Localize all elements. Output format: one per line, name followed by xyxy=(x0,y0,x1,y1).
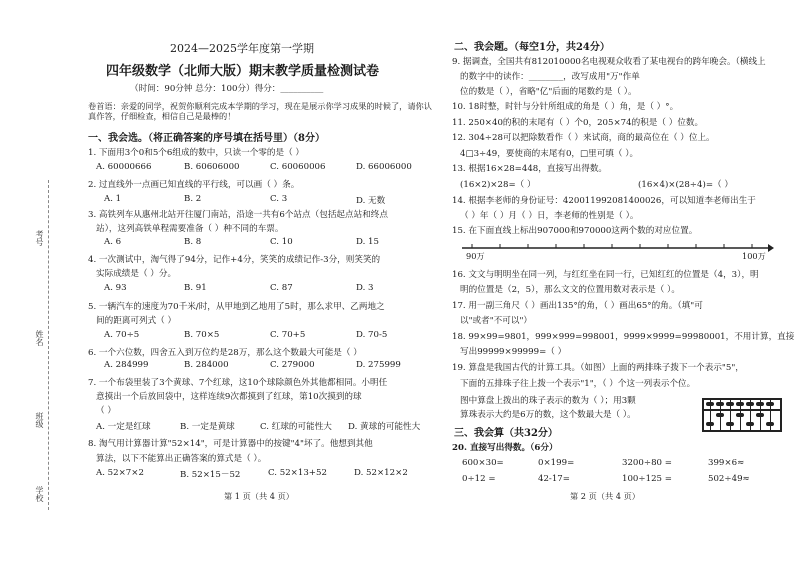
q2-option-b: B. 2 xyxy=(184,194,202,204)
calc-r1-c3: 3200÷80 = xyxy=(622,458,672,468)
q19-line-3: 图中算盘上拨出的珠子表示的数为（ ）；用3颗 xyxy=(460,396,636,406)
q6-option-a: A. 284999 xyxy=(104,360,149,370)
q5-option-d: D. 70-5 xyxy=(356,330,388,340)
q7-stem-1: 7. 一个布袋里装了3个黄球、7个红球，这10个球除颜色外其他都相同。小明任 xyxy=(88,378,388,388)
q16-line-1: 16. 文文与明明坐在同一列，与红红坐在同一行，已知红红的位置是（4，3），明 xyxy=(452,270,759,280)
q9-line-3: 位的数是（ ），省略"亿"后面的尾数约是（ ）。 xyxy=(460,87,637,97)
binding-label-name: 姓名 xyxy=(35,330,44,346)
q5-option-c: C. 70+5 xyxy=(270,330,306,340)
q1-option-d: D. 66006000 xyxy=(356,162,412,172)
q2-option-a: A. 1 xyxy=(104,194,122,204)
q8-option-b: B. 52×15－52 xyxy=(180,470,241,480)
q19-line-1: 19. 算盘是我国古代的计算工具。（如图）上面的两排珠子拨下一个表示"5"， xyxy=(452,363,744,373)
q3-option-d: D. 15 xyxy=(356,237,379,247)
q5-option-b: B. 70×5 xyxy=(184,330,220,340)
time-line: （时间：90分钟 总分：100分）得分：__________ xyxy=(130,84,324,94)
q15-right-label: 100万 xyxy=(742,251,766,261)
q1-option-a: A. 60000666 xyxy=(96,162,152,172)
year-line: 2024—2025学年度第一学期 xyxy=(170,42,314,55)
calc-r1-c1: 600×30= xyxy=(462,458,504,468)
q5-option-a: A. 70÷5 xyxy=(104,330,140,340)
calc-r2-c1: 0÷12 = xyxy=(462,474,496,484)
q1-stem: 1. 下面用3个0和5个6组成的数中，只读一个零的是（ ） xyxy=(88,148,305,158)
q4-option-a: A. 93 xyxy=(104,283,127,293)
abacus-bead xyxy=(746,402,754,406)
q2-option-d: D. 无数 xyxy=(356,196,386,206)
q6-option-d: D. 275999 xyxy=(356,360,401,370)
calc-r2-c4: 502÷49≈ xyxy=(708,474,750,484)
abacus-bead xyxy=(746,422,754,426)
q7-option-b: B. 一定是黄球 xyxy=(180,422,235,432)
q19-line-4: 算珠表示大约是6万的数，这个数最大是（ ）。 xyxy=(460,410,636,420)
section2-title: 二、我会题。（每空1分，共24分） xyxy=(454,42,610,53)
binding-label-class: 班级 xyxy=(35,412,44,428)
calc-r1-c2: 0×199= xyxy=(538,458,575,468)
binding-label-exam-no: 考号 xyxy=(35,230,44,246)
q4-option-b: B. 91 xyxy=(184,283,207,293)
q3-stem-2: 站），这列高铁单程需要准备（ ）种不同的车票。 xyxy=(96,224,284,234)
binding-label-school: 学校 xyxy=(35,486,44,502)
abacus-bead xyxy=(766,422,774,426)
abacus-bead xyxy=(706,422,714,426)
abacus-bead xyxy=(736,402,744,406)
q3-option-a: A. 6 xyxy=(104,237,122,247)
q3-stem-1: 3. 高铁列车从惠州北站开往厦门南站，沿途一共有6个站点（包括起点站和终点 xyxy=(88,210,388,220)
section1-title: 一、我会选。（将正确答案的序号填在括号里）（8分） xyxy=(88,133,325,144)
q7-option-d: D. 黄球的可能性大 xyxy=(348,422,421,432)
q4-stem-1: 4. 一次测试中，淘气得了94分，记作+4分，笑笑的成绩记作-3分，则笑笑的 xyxy=(88,255,381,265)
calc-r2-c2: 42-17= xyxy=(538,474,570,484)
q13-b: (16×4)×(28÷4)=（ ） xyxy=(638,180,733,190)
abacus-bead xyxy=(716,413,724,417)
q14-line-2: （ ）年（ ）月（ ）日，李老师的性别是（ ）。 xyxy=(460,211,639,221)
q15-line-1: 15. 在下面直线上标出907000和970000这两个数的对应位置。 xyxy=(452,226,698,236)
q2-stem: 2. 过直线外一点画已知直线的平行线，可以画（ ）条。 xyxy=(88,180,300,190)
q1-option-b: B. 60606000 xyxy=(184,162,240,172)
q8-stem-2: 算法，以下不能算出正确答案的算式是（ ）。 xyxy=(96,454,267,464)
q7-option-c: C. 红球的可能性大 xyxy=(260,422,332,432)
q19-line-2: 下面的五排珠子往上拨一个表示"1"，（ ）个这一列表示个位。 xyxy=(460,379,696,389)
q3-option-c: C. 10 xyxy=(270,237,293,247)
q15-left-label: 90万 xyxy=(466,251,485,261)
q4-option-d: D. 3 xyxy=(356,283,374,293)
q1-option-c: C. 60060006 xyxy=(270,162,326,172)
q7-stem-2: 意摸出一个后放回袋中，这样连续9次都摸到了红球，第10次摸到的球 xyxy=(96,392,362,402)
calc-r2-c3: 100÷125 = xyxy=(622,474,672,484)
q8-option-d: D. 52×12×2 xyxy=(354,468,408,478)
q8-option-a: A. 52×7×2 xyxy=(96,468,144,478)
q7-stem-3: （ ） xyxy=(96,406,116,416)
binding-dashed-line xyxy=(48,180,49,510)
section3-title: 三、我会算（共32分） xyxy=(454,428,558,439)
q6-option-b: B. 284000 xyxy=(184,360,229,370)
q8-option-c: C. 52×13+52 xyxy=(268,468,327,478)
q6-stem: 6. 一个六位数，四舍五入到万位约是28万，那么这个数最大可能是（ ） xyxy=(88,348,362,358)
page-footer-2: 第 2 页（共 4 页） xyxy=(570,491,640,501)
abacus-beam xyxy=(704,409,780,411)
abacus-bead xyxy=(726,422,734,426)
abacus-bead xyxy=(706,402,714,406)
q8-stem-1: 8. 淘气用计算器计算"52×14"，可是计算器中的按键"4"坏了。他想到其他 xyxy=(88,439,373,449)
q18-line-1: 18. 99×99=9801，999×999=998001，9999×9999=99980001，不用计算，直接 xyxy=(452,332,794,342)
abacus-bead xyxy=(756,413,764,417)
abacus-bead xyxy=(716,402,724,406)
q4-stem-2: 实际成绩是（ ）分。 xyxy=(96,269,177,279)
page-2 xyxy=(452,0,794,561)
abacus-bead xyxy=(756,402,764,406)
binding-margin xyxy=(26,180,66,560)
abacus-bead xyxy=(766,402,774,406)
q14-line-1: 14. 根据李老师的身份证号：420011992081400026，可以知道李老师出生于 xyxy=(452,196,756,206)
q2-option-c: C. 3 xyxy=(270,194,288,204)
q9-line-1: 9. 据调查，全国共有812010000名电视观众收看了某电视台的跨年晚会。（横线上 xyxy=(452,57,766,67)
q15-number-line xyxy=(462,238,774,264)
page-1 xyxy=(88,0,440,561)
q12-line-1: 12. 304÷28可以把除数看作（ ）来试商，商的最高位在（ ）位上。 xyxy=(452,133,715,143)
q11-text: 11. 250×40的积的末尾有（ ）个0，205×74的积是（ ）位数。 xyxy=(452,118,704,128)
exam-title: 四年级数学（北师大版）期末教学质量检测试卷 xyxy=(106,64,380,79)
q20-title: 20. 直接写出得数。（6分） xyxy=(452,443,558,453)
q18-line-2: 写出99999×99999=（ ） xyxy=(460,347,567,357)
q10-text: 10. 18时整，时针与分针所组成的角是（ ）角，是（ ）°。 xyxy=(452,102,679,112)
q9-line-2: 的数字中的读作：________，改写成用"万"作单 xyxy=(460,72,640,82)
q7-option-a: A. 一定是红球 xyxy=(96,422,151,432)
abacus-bead xyxy=(736,413,744,417)
calc-r1-c4: 399×6≈ xyxy=(708,458,745,468)
q5-stem-2: 间的距离可列式（ ） xyxy=(96,316,177,326)
q12-line-2: 4□3÷49，要使商的末尾有0，□里可填（ ）。 xyxy=(460,149,639,159)
abacus-figure xyxy=(702,398,782,432)
intro-text: 卷首语：亲爱的同学，祝贺你顺利完成本学期的学习，现在是展示你学习成果的时候了，请你认真作答，仔细检查，相信自己是最棒的！ xyxy=(88,101,432,121)
abacus-bead xyxy=(726,402,734,406)
q17-line-1: 17. 用一副三角尺（ ）画出135°的角，（ ）画出65°的角。（填"可 xyxy=(452,301,703,311)
q13-a: (16×2)×28=（ ） xyxy=(460,180,536,190)
page-footer-1: 第 1 页（共 4 页） xyxy=(224,491,294,501)
q16-line-2: 明的位置是（2，5），那么文文的位置用数对表示是（ ）。 xyxy=(460,285,680,295)
q4-option-c: C. 87 xyxy=(270,283,293,293)
q5-stem-1: 5. 一辆汽车的速度为70千米/时，从甲地到乙地用了5时，那么求甲、乙两地之 xyxy=(88,302,385,312)
q13-line-1: 13. 根据16×28=448，直接写出得数。 xyxy=(452,164,608,174)
q6-option-c: C. 279000 xyxy=(270,360,315,370)
q17-line-2: 以"或者"不可以"） xyxy=(460,316,533,326)
q3-option-b: B. 8 xyxy=(184,237,202,247)
